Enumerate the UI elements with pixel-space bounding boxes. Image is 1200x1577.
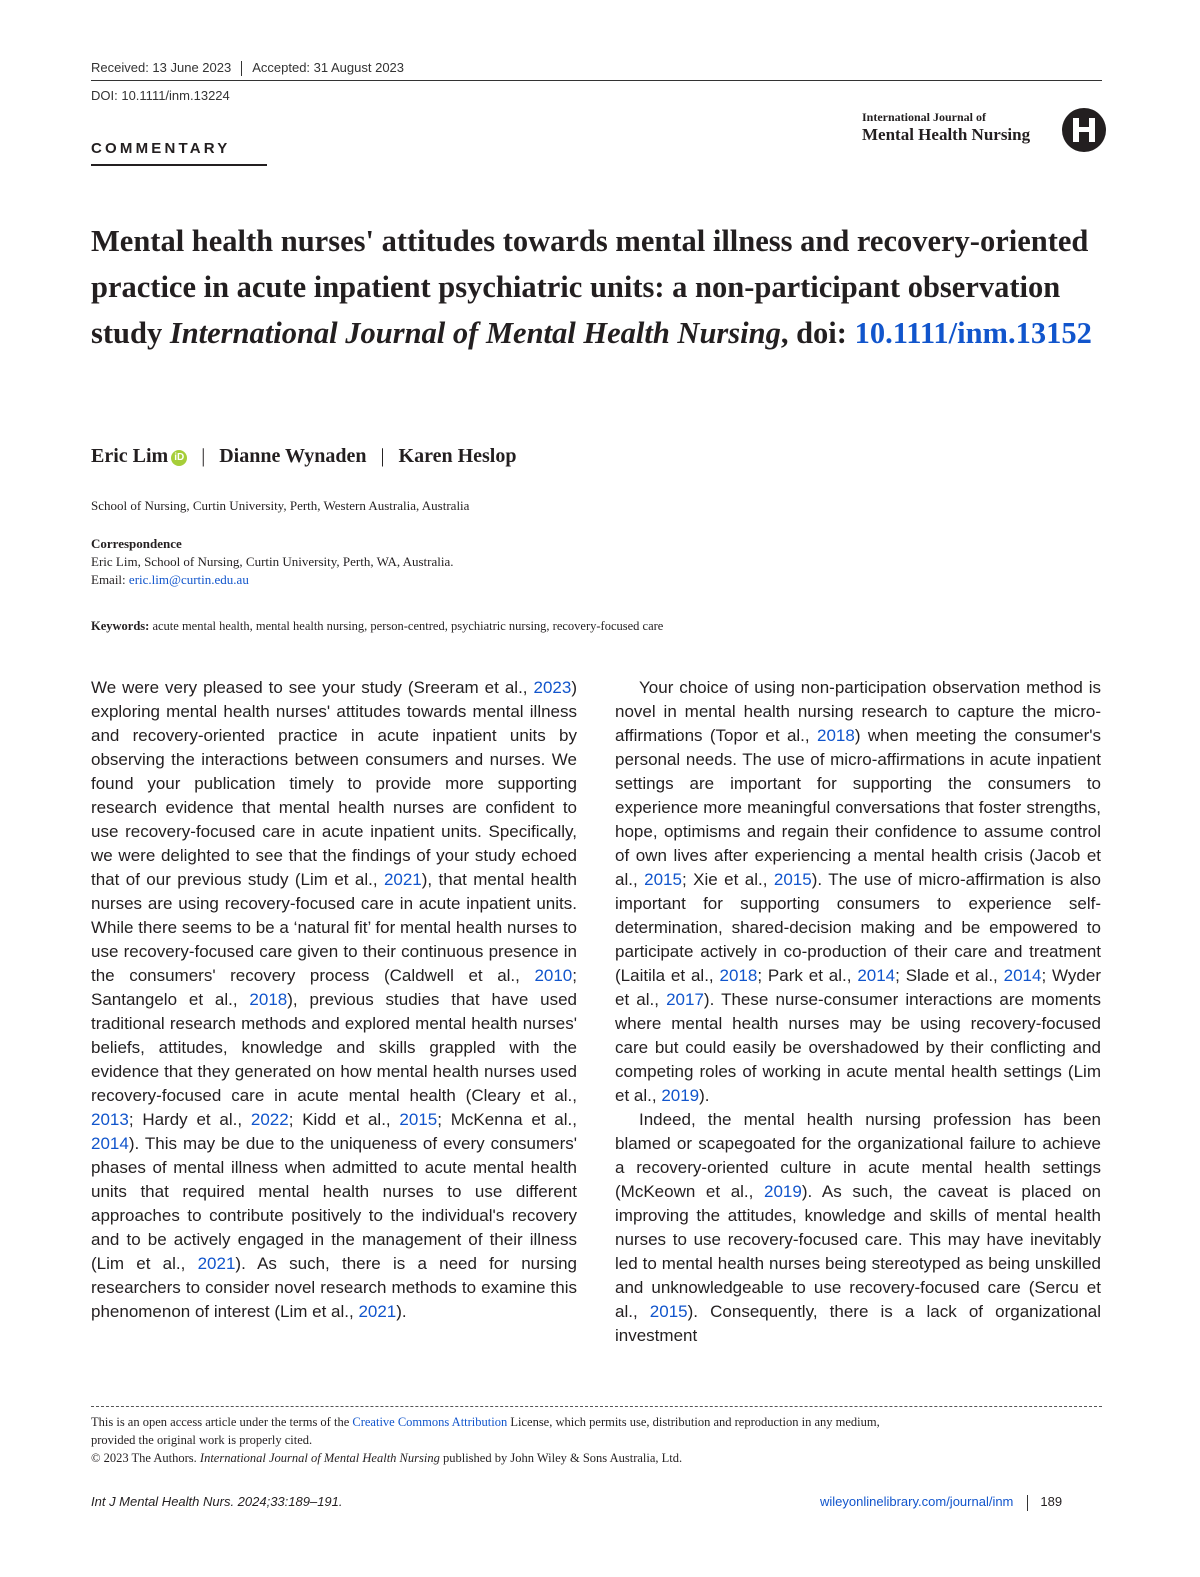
body-text: Indeed, the mental health nursing profession has been blamed or scapegoated for the organizational failure to achieve a recovery-oriented culture in acute mental health settings (McKeown et al., xyxy=(615,1110,1101,1201)
citation-link[interactable]: 2021 xyxy=(358,1302,397,1321)
body-paragraph xyxy=(615,1108,1101,1348)
correspondence-block xyxy=(91,535,454,589)
citation-link[interactable]: 2023 xyxy=(533,678,572,697)
body-text: ), previous studies that have used traditional research methods and explored mental health nurses' beliefs, attitudes, knowledge and skills grappled with the evidence that they generated on how mental health nurses used recovery-focused care in acute mental health (Cleary et al., xyxy=(91,990,578,1105)
body-text: ). xyxy=(699,1086,710,1105)
body-text: ). This may be due to the uniqueness of every consumers' phases of mental illness when admitted to acute mental health units that required mental health nurses to use different approaches to contribute positively to the individual's recovery and to be actively engaged in the management of their illness (Lim et al., xyxy=(91,1134,577,1273)
footer-citation: Int J Mental Health Nurs. 2024;33:189–191. xyxy=(91,1494,343,1509)
body-text: ; Santangelo et al., xyxy=(91,966,577,1009)
title-doi-link[interactable]: 10.1111/inm.13152 xyxy=(854,316,1092,350)
citation-link[interactable]: 2014 xyxy=(91,1134,129,1153)
citation-link[interactable]: 2015 xyxy=(644,870,682,889)
body-text: ; McKenna et al., xyxy=(437,1110,577,1129)
body-text: ) when meeting the consumer's personal needs. The use of micro-affirmations in acute inpatient settings are important for supporting the consumers to experience more meaningful conversations that foster strengths, hope, optimisms and regain their confidence to assume control of own lives after experiencing a mental health crisis (Jacob et al., xyxy=(615,726,1101,889)
citation-link[interactable]: 2019 xyxy=(661,1086,700,1105)
citation-link[interactable]: 2015 xyxy=(399,1110,438,1129)
citation-link[interactable]: 2014 xyxy=(1003,966,1042,985)
accepted-date: Accepted: 31 August 2023 xyxy=(252,60,405,75)
copyright-text: © 2023 The Authors. xyxy=(91,1451,200,1465)
body-paragraph xyxy=(91,676,577,1324)
citation-link[interactable]: 2018 xyxy=(719,966,758,985)
citation-link[interactable]: 2022 xyxy=(250,1110,289,1129)
email-label: Email: xyxy=(91,572,129,587)
body-text: ). These nurse-consumer interactions are moments where mental health nurses may be using recovery-focused care but could easily be overshadowed by their conflicting and competing roles of working in acute mental health settings (Lim et al., xyxy=(615,990,1101,1105)
title-main: Mental health nurses' attitudes towards mental illness and recovery-oriented practice in acute inpatient psychiatric units: a non-participant observation study xyxy=(91,224,1089,350)
body-text: We were very pleased to see your study (Sreeram et al., xyxy=(91,678,534,697)
received-date: Received: 13 June 2023 xyxy=(91,60,232,75)
citation-link[interactable]: 2021 xyxy=(197,1254,236,1273)
title-doi-prefix: , doi: xyxy=(780,316,855,350)
body-text: ). The use of micro-affirmation is also important for supporting consumers to experience self-determination, shared-decision making and be empowered to participate actively in co-production of their care and treatment (Laitila et al., xyxy=(615,870,1102,985)
license-note xyxy=(91,1413,1102,1467)
body-text: ; Hardy et al., xyxy=(128,1110,251,1129)
footer-right xyxy=(820,1494,1062,1511)
author-dianne-wynaden[interactable]: Dianne Wynaden xyxy=(219,445,367,467)
publication-dates xyxy=(91,60,404,76)
author-separator: | xyxy=(201,445,206,467)
dates-divider xyxy=(241,61,242,76)
body-column-left xyxy=(91,676,577,1324)
orcid-icon[interactable]: iD xyxy=(171,450,187,466)
body-text: Your choice of using non-participation observation method is novel in mental health nursing research to capture the micro-affirmations (Topor et al., xyxy=(615,678,1101,745)
keywords-text: acute mental health, mental health nursing, person-centred, psychiatric nursing, recovery-focused care xyxy=(149,619,664,633)
keywords xyxy=(91,619,663,634)
license-text: License, which permits use, distribution and reproduction in any medium, xyxy=(507,1415,880,1429)
correspondence-address: Eric Lim, School of Nursing, Curtin University, Perth, WA, Australia. xyxy=(91,554,454,569)
citation-link[interactable]: 2015 xyxy=(649,1302,688,1321)
body-text: ). Consequently, there is a lack of organizational investment xyxy=(615,1302,1101,1345)
citation-link[interactable]: 2021 xyxy=(383,870,422,889)
author-eric-lim[interactable]: Eric Lim xyxy=(91,445,169,467)
body-text: ). xyxy=(396,1302,407,1321)
journal-monogram-icon xyxy=(1062,108,1106,152)
author-list xyxy=(91,445,516,468)
article-title xyxy=(91,218,1101,356)
citation-link[interactable]: 2018 xyxy=(816,726,855,745)
journal-logo xyxy=(862,108,1107,154)
citation-link[interactable]: 2010 xyxy=(534,966,573,985)
article-type-label: COMMENTARY xyxy=(91,140,231,157)
body-text: ) exploring mental health nurses' attitudes towards mental illness and recovery-oriented practice in acute inpatient units by observing the interactions between consumers and nurses. We found your publication timely to provide more supporting research evidence that mental health nurses are confident to use recovery-focused care in acute inpatient units. Specifically, we were delighted to see that the findings of your study echoed that of our previous study (Lim et al., xyxy=(91,678,577,889)
journal-url-link[interactable]: wileyonlinelibrary.com/journal/inm xyxy=(820,1494,1014,1509)
correspondence-email-line xyxy=(91,571,454,589)
body-text: ; Kidd et al., xyxy=(288,1110,400,1129)
journal-logo-line2: Mental Health Nursing xyxy=(862,125,1031,144)
body-text: ; Wyder et al., xyxy=(615,966,1101,1009)
page-number: 189 xyxy=(1040,1494,1063,1509)
body-paragraph xyxy=(615,676,1101,1108)
citation-link[interactable]: 2019 xyxy=(764,1182,802,1201)
body-text: ; Xie et al., xyxy=(681,870,774,889)
body-column-right xyxy=(615,676,1101,1348)
citation-link[interactable]: 2013 xyxy=(91,1110,129,1129)
article-doi[interactable]: DOI: 10.1111/inm.13224 xyxy=(91,88,230,103)
correspondence-heading: Correspondence xyxy=(91,536,182,551)
affiliation: School of Nursing, Curtin University, Perth, Western Australia, Australia xyxy=(91,498,470,513)
title-journal: International Journal of Mental Health Nursing xyxy=(169,316,781,350)
footer-divider xyxy=(1027,1495,1028,1511)
body-text: ). As such, the caveat is placed on improving the attitudes, knowledge and skills of mental health nurses to use recovery-focused care. This may have inevitably led to mental health nurses being stereotyped as being unskilled and unknowledgeable to use recovery-focused care (Sercu et al., xyxy=(615,1182,1102,1321)
article-type-underline xyxy=(91,164,267,166)
body-text: ; Park et al., xyxy=(757,966,858,985)
footnote-divider xyxy=(91,1406,1102,1407)
license-text: provided the original work is properly cited. xyxy=(91,1433,313,1447)
author-separator: | xyxy=(380,445,385,467)
header-rule xyxy=(91,80,1102,81)
journal-logo-line1: International Journal of xyxy=(862,110,987,124)
copyright-text: published by John Wiley & Sons Australia, Ltd. xyxy=(439,1451,683,1465)
citation-link[interactable]: 2017 xyxy=(666,990,704,1009)
citation-link[interactable]: 2015 xyxy=(773,870,812,889)
body-text: ; Slade et al., xyxy=(895,966,1004,985)
email-link[interactable]: eric.lim@curtin.edu.au xyxy=(128,572,249,587)
author-karen-heslop[interactable]: Karen Heslop xyxy=(398,445,517,467)
cc-license-link[interactable]: Creative Commons Attribution xyxy=(352,1415,508,1429)
citation-link[interactable]: 2014 xyxy=(857,966,896,985)
license-text: This is an open access article under the terms of the xyxy=(91,1415,353,1429)
body-text: ), that mental health nurses are using recovery-focused care in acute inpatient units. While there seems to be a ‘natural fit’ for mental health nurses to use recovery-focused care given to their continuous presence in the consumers' recovery process (Caldwell et al., xyxy=(91,870,577,985)
body-text: ). As such, there is a need for nursing researchers to consider novel research methods to examine this phenomenon of interest (Lim et al., xyxy=(91,1254,577,1321)
keywords-label: Keywords: xyxy=(91,619,150,633)
citation-link[interactable]: 2018 xyxy=(249,990,288,1009)
copyright-journal: International Journal of Mental Health Nursing xyxy=(199,1451,440,1465)
